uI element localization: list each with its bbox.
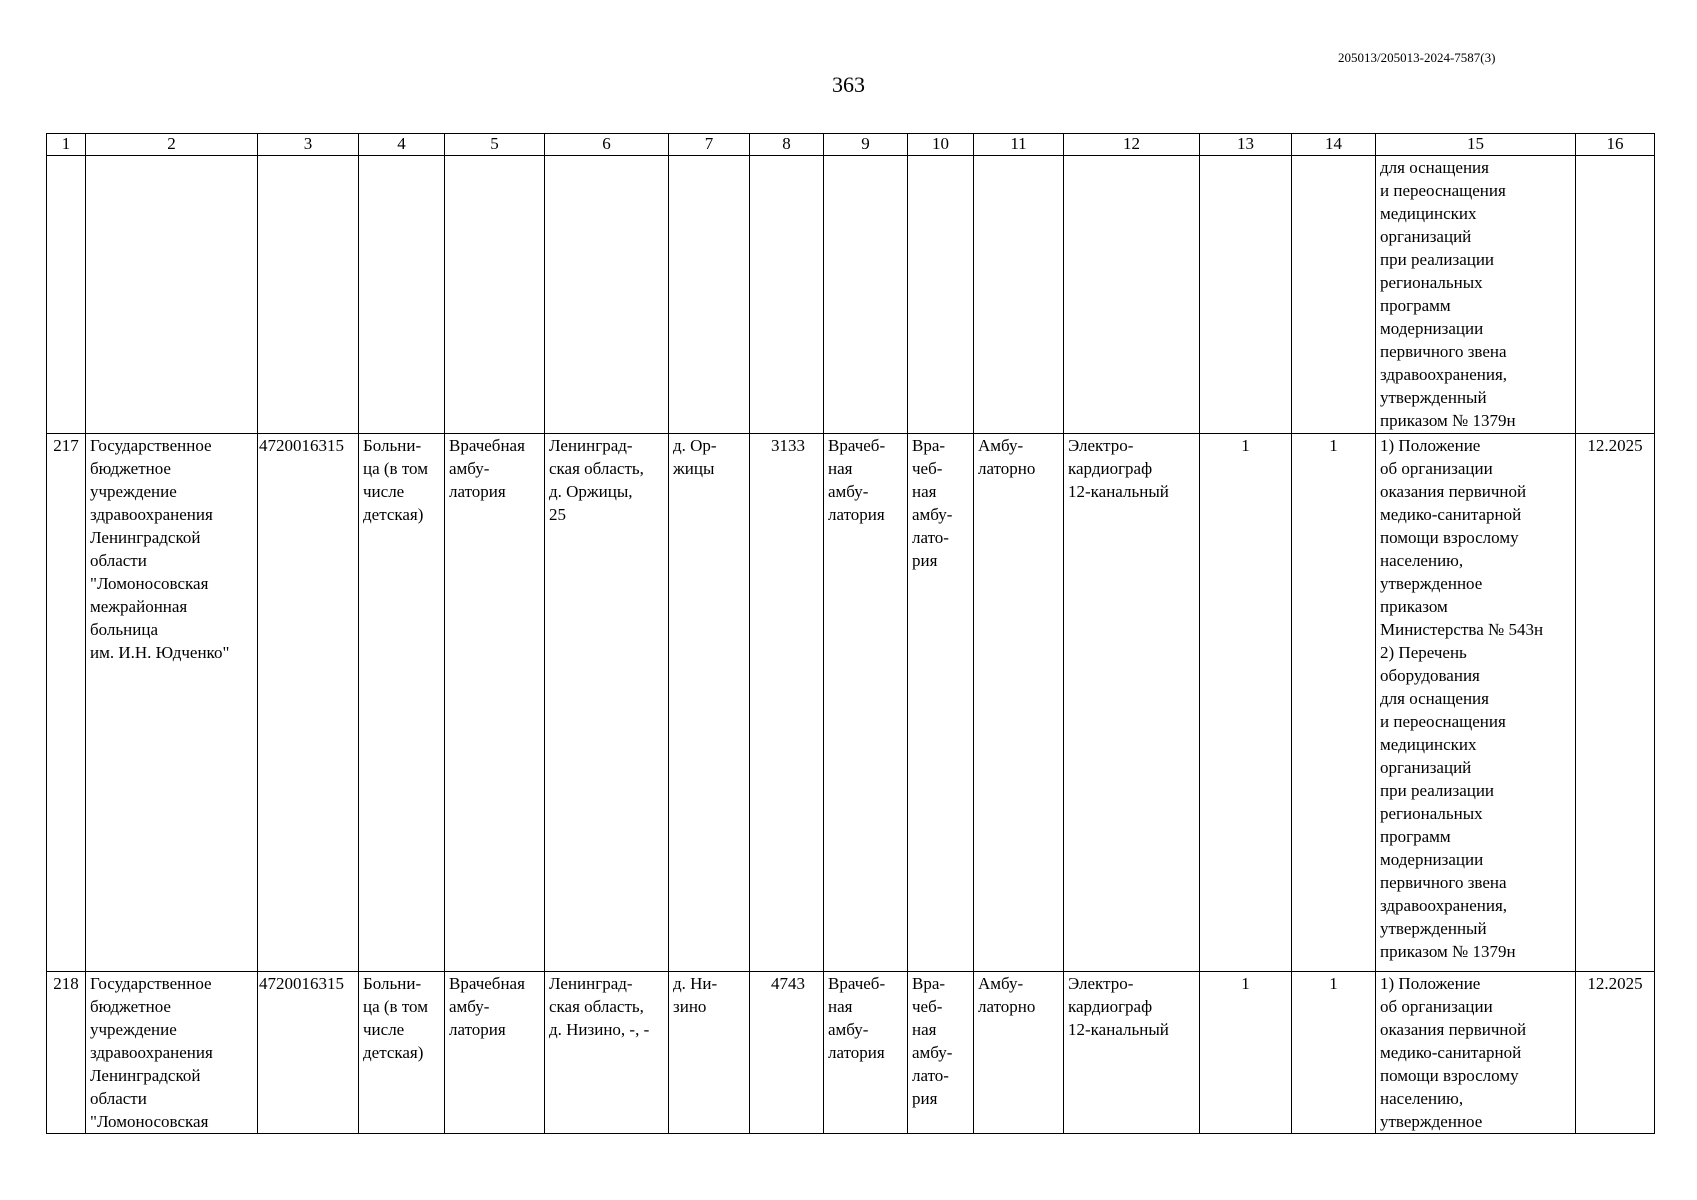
column-header: 10 bbox=[908, 134, 974, 156]
inn-cell: 4720016315 bbox=[258, 972, 359, 1134]
column-header: 6 bbox=[545, 134, 669, 156]
column-header: 1 bbox=[47, 134, 86, 156]
settlement-cell bbox=[669, 156, 750, 434]
column-header: 4 bbox=[359, 134, 445, 156]
deadline-cell: 12.2025 bbox=[1576, 972, 1655, 1134]
settlement-cell: д. Ни- зино bbox=[669, 972, 750, 1134]
population-cell: 4743 bbox=[750, 972, 824, 1134]
column-header: 5 bbox=[445, 134, 545, 156]
regulation-basis-cell: для оснащения и переоснащения медицинских организаций при реализации региональных программ модернизации первичного звена здравоохранения, утвержденный приказом № 1379н bbox=[1376, 156, 1576, 434]
address-cell bbox=[545, 156, 669, 434]
quantity-cell: 1 bbox=[1200, 972, 1292, 1134]
care-conditions-cell bbox=[974, 156, 1064, 434]
address-cell: Ленинград- ская область, д. Низино, -, - bbox=[545, 972, 669, 1134]
facility-type-cell: Больни- ца (в том числе детская) bbox=[359, 972, 445, 1134]
unit-profile-cell: Вра- чеб- ная амбу- лато- рия bbox=[908, 972, 974, 1134]
column-header: 16 bbox=[1576, 134, 1655, 156]
column-header: 9 bbox=[824, 134, 908, 156]
settlement-cell: д. Ор- жицы bbox=[669, 434, 750, 972]
organization-name-cell bbox=[86, 156, 258, 434]
unit-name-cell: Врачеб- ная амбу- латория bbox=[824, 972, 908, 1134]
quantity-cell bbox=[1200, 156, 1292, 434]
table-row-218 bbox=[47, 972, 1655, 1134]
equipment-register-table bbox=[46, 133, 1655, 1134]
care-conditions-cell: Амбу- латорно bbox=[974, 972, 1064, 1134]
regulation-basis-cell: 1) Положение об организации оказания первичной медико-санитарной помощи взрослому населению, утвержденное приказом Министерства № 543н 2) Перечень оборудования для оснащения и переоснащения медицинских организаций при реализации региональных программ модернизации первичного звена здравоохранения, утвержденный приказом № 1379н bbox=[1376, 434, 1576, 972]
unit-profile-cell bbox=[908, 156, 974, 434]
column-header: 11 bbox=[974, 134, 1064, 156]
column-header: 12 bbox=[1064, 134, 1200, 156]
column-header: 13 bbox=[1200, 134, 1292, 156]
subdivision-type-cell: Врачебная амбу- латория bbox=[445, 434, 545, 972]
document-registration-code: 205013/205013-2024-7587(3) bbox=[1338, 50, 1496, 65]
equipment-name-cell: Электро- кардиограф 12-канальный bbox=[1064, 434, 1200, 972]
unit-name-cell: Врачеб- ная амбу- латория bbox=[824, 434, 908, 972]
table-row-continuation bbox=[47, 156, 1655, 434]
unit-profile-cell: Вра- чеб- ная амбу- лато- рия bbox=[908, 434, 974, 972]
subdivision-type-cell bbox=[445, 156, 545, 434]
quantity-cell: 1 bbox=[1292, 434, 1376, 972]
equipment-name-cell: Электро- кардиограф 12-канальный bbox=[1064, 972, 1200, 1134]
column-header: 3 bbox=[258, 134, 359, 156]
subdivision-type-cell: Врачебная амбу- латория bbox=[445, 972, 545, 1134]
deadline-cell bbox=[1576, 156, 1655, 434]
column-header: 15 bbox=[1376, 134, 1576, 156]
quantity-cell bbox=[1292, 156, 1376, 434]
row-number-cell bbox=[47, 156, 86, 434]
inn-cell: 4720016315 bbox=[258, 434, 359, 972]
facility-type-cell: Больни- ца (в том числе детская) bbox=[359, 434, 445, 972]
address-cell: Ленинград- ская область, д. Оржицы, 25 bbox=[545, 434, 669, 972]
regulation-basis-cell: 1) Положение об организации оказания первичной медико-санитарной помощи взрослому населению, утвержденное bbox=[1376, 972, 1576, 1134]
equipment-name-cell bbox=[1064, 156, 1200, 434]
facility-type-cell bbox=[359, 156, 445, 434]
column-header: 14 bbox=[1292, 134, 1376, 156]
column-number-header-row bbox=[47, 134, 1655, 156]
organization-name-cell: Государственное бюджетное учреждение здравоохранения Ленинградской области "Ломоносовская bbox=[86, 972, 258, 1134]
row-number-cell: 218 bbox=[47, 972, 86, 1134]
row-number-cell: 217 bbox=[47, 434, 86, 972]
unit-name-cell bbox=[824, 156, 908, 434]
population-cell: 3133 bbox=[750, 434, 824, 972]
column-header: 7 bbox=[669, 134, 750, 156]
care-conditions-cell: Амбу- латорно bbox=[974, 434, 1064, 972]
column-header: 2 bbox=[86, 134, 258, 156]
quantity-cell: 1 bbox=[1200, 434, 1292, 972]
organization-name-cell: Государственное бюджетное учреждение здравоохранения Ленинградской области "Ломоносовская межрайонная больница им. И.Н. Юдченко" bbox=[86, 434, 258, 972]
table-row-217 bbox=[47, 434, 1655, 972]
column-header: 8 bbox=[750, 134, 824, 156]
population-cell bbox=[750, 156, 824, 434]
inn-cell bbox=[258, 156, 359, 434]
quantity-cell: 1 bbox=[1292, 972, 1376, 1134]
page-number: 363 bbox=[832, 72, 865, 97]
deadline-cell: 12.2025 bbox=[1576, 434, 1655, 972]
